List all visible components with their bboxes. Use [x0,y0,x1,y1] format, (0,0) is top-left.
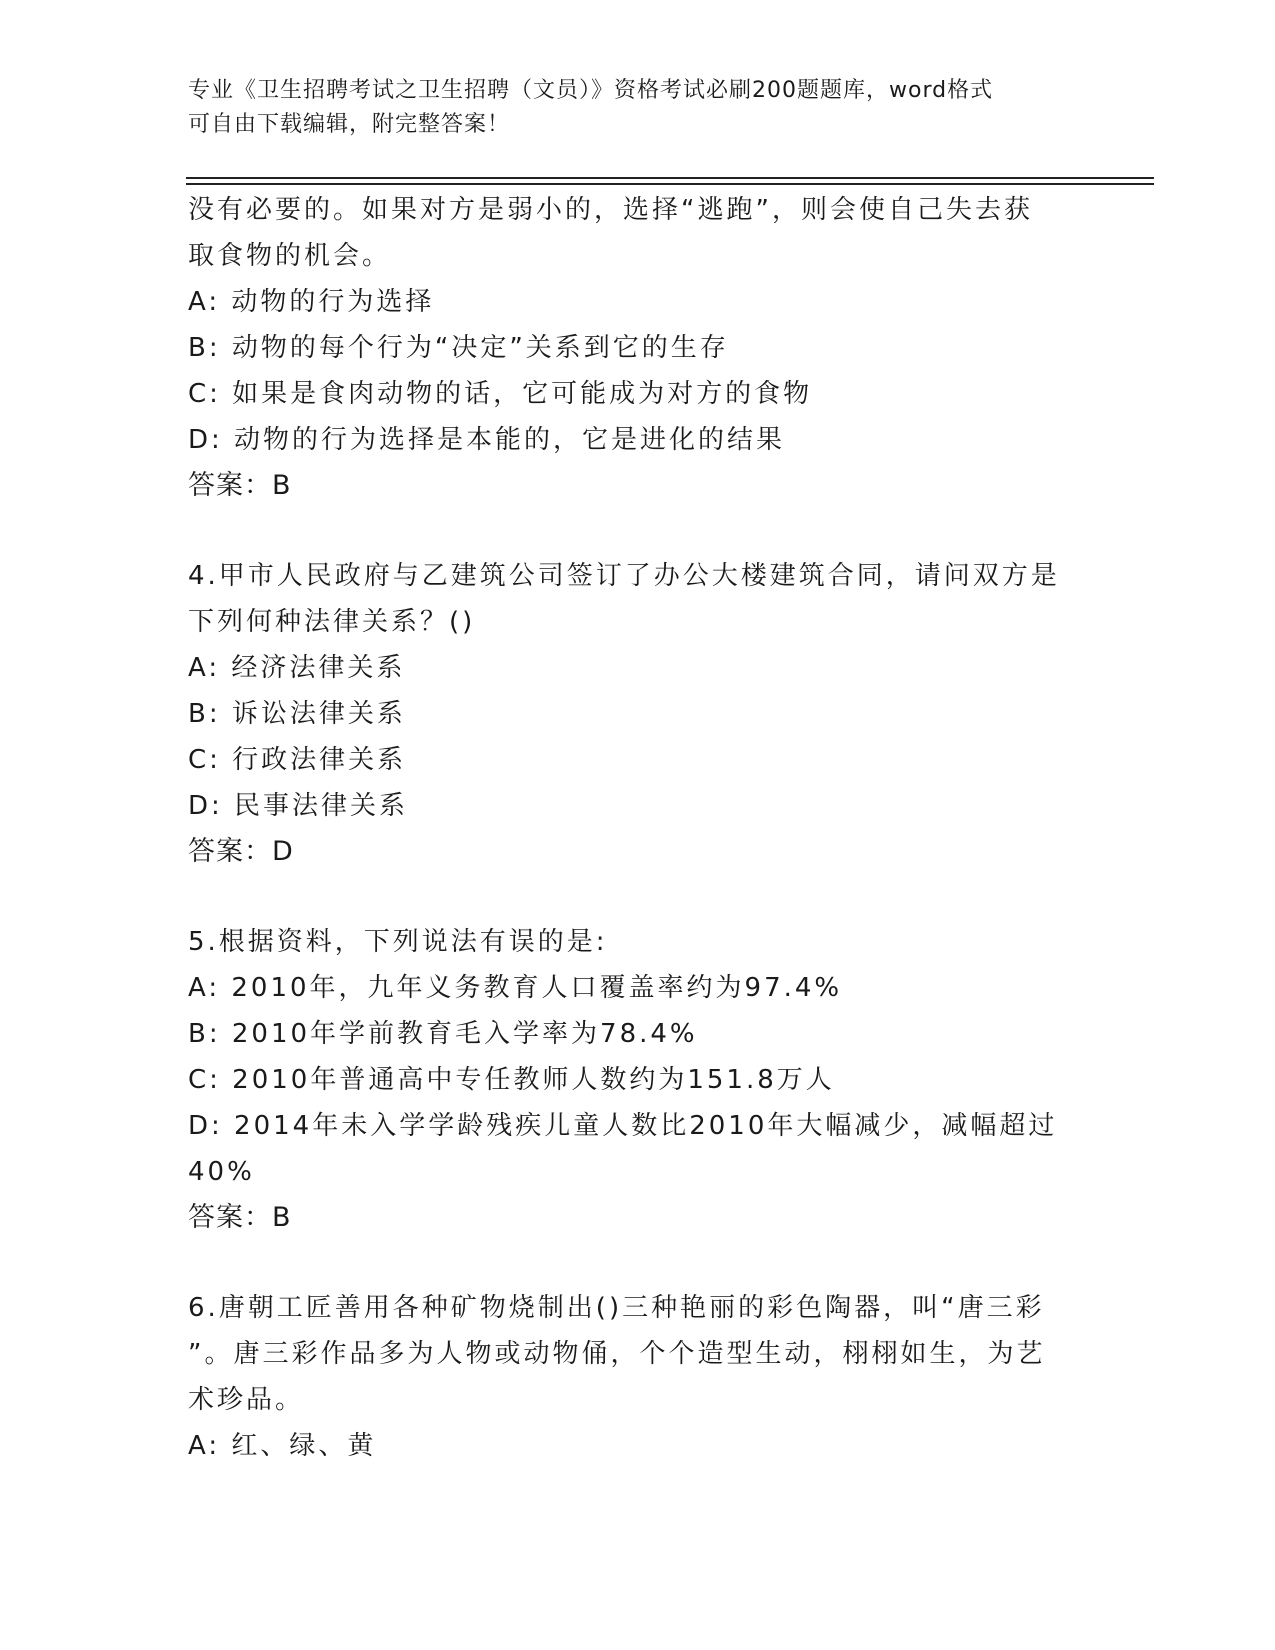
option-d: D: 2014年未入学学龄残疾儿童人数比2010年大幅减少，减幅超过 [188,1111,1058,1141]
question-5 [188,919,1068,1241]
option-b: B: 诉讼法律关系 [188,699,406,729]
option-a: A: 红、绿、黄 [188,1431,377,1461]
question-text-line: 6.唐朝工匠善用各种矿物烧制出()三种艳丽的彩色陶器，叫“唐三彩 [188,1293,1045,1323]
question-3 [188,187,1068,509]
option-c: C: 2010年普通高中专任教师人数约为151.8万人 [188,1065,835,1095]
question-text-line: 5.根据资料，下列说法有误的是: [188,927,608,957]
question-text-line: 下列何种法律关系？() [188,607,476,637]
option-a: A: 2010年，九年义务教育人口覆盖率约为97.4% [188,973,843,1003]
option-c: C: 如果是食肉动物的话，它可能成为对方的食物 [188,379,813,409]
header-title-line-2: 可自由下载编辑，附完整答案！ [188,112,511,137]
question-6 [188,1285,1068,1469]
answer-label: 答案：B [188,470,292,501]
header-divider-bottom [186,183,1154,185]
question-text-line: 术珍品。 [188,1385,305,1415]
option-a: A: 经济法律关系 [188,653,406,683]
question-spacer [188,509,1068,553]
question-text-line: 没有必要的。如果对方是弱小的，选择“逃跑”，则会使自己失去获 [188,195,1033,225]
option-d: D: 民事法律关系 [188,791,409,821]
question-spacer [188,1241,1068,1285]
question-text-line: 4.甲市人民政府与乙建筑公司签订了办公大楼建筑合同，请问双方是 [188,561,1060,591]
answer-label: 答案：B [188,1202,292,1233]
option-d-continued: 40% [188,1157,255,1187]
option-b: B: 2010年学前教育毛入学率为78.4% [188,1019,698,1049]
answer-label: 答案：D [188,836,294,867]
option-c: C: 行政法律关系 [188,745,407,775]
option-a: A: 动物的行为选择 [188,287,435,317]
header-divider-top [186,177,1154,179]
question-text-line: 取食物的机会。 [188,241,392,271]
option-b: B: 动物的每个行为“决定”关系到它的生存 [188,333,729,363]
option-d: D: 动物的行为选择是本能的，它是进化的结果 [188,425,786,455]
question-text-line: ”。唐三彩作品多为人物或动物俑，个个造型生动，栩栩如生，为艺 [188,1339,1046,1369]
question-4 [188,553,1068,875]
question-spacer [188,875,1068,919]
page-header [188,74,1088,142]
question-list [188,187,1068,1469]
header-title-line-1: 专业《卫生招聘考试之卫生招聘（文员）》资格考试必刷200题题库，word格式 [188,78,994,103]
